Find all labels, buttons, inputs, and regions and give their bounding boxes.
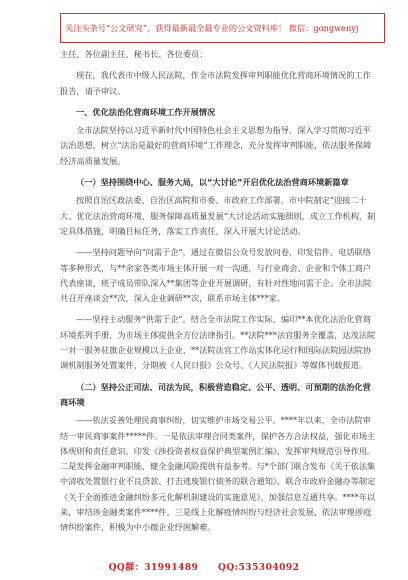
subsection1-paragraph-3: ——坚持主动服务“供需于企”，结合全市法院工作实际，编印**本优化法治化营商环境系列手册，为市场主体提供全方位法律指引。**法院***法官服务全覆盖，达茂法院一对一服务驻旗企业规模以上企业，**法院法官工作站实体化运行和国际法院园法院协调机制服务处置案件，分期被《人民日报》公众号、《人民法院报》等媒体刊载报道。 xyxy=(60,314,376,371)
footer-contact xyxy=(0,560,408,573)
intro-paragraph: 现在，我代表市中级人民法院，作全市法院发挥审判职能优化营商环境情况的工作报告，请予审议。 xyxy=(60,70,371,96)
section1-heading: 一、优化法治化营商环境工作开展情况 xyxy=(76,106,216,117)
subsection1-paragraph-2: ——坚持问题导向“问需于企”，通过在微信公众号发放问卷，印发信件、电话联络等多种形式，与**余家各类市场主体开展一对一沟通，与行业商会、企业和个体工商户代表座谈，班子成员带队深入**集团等企业开展调研，有针对性地问需于企。全市法院共召开座谈会**次，深入企业调研**次，联系市场主体***家。 xyxy=(60,247,372,304)
section1-paragraph: 全市法院坚持以习近平新时代中国特色社会主义思想为指导，深入学习贯彻习近平法治思想，树立“法治是最好的营商环境”工作理念，充分发挥审判职能，依法服务保障经济高质量发展。 xyxy=(60,125,372,166)
greeting: 主任、各位副主任、秘书长、各位委员： xyxy=(60,49,208,59)
subsection1-heading: （一）坚持围绕中心、服务大局，以“大讨论”开启优化法治营商环境新篇章 xyxy=(76,177,349,188)
qq-group: QQ群：31991489 xyxy=(108,563,199,573)
subsection1-paragraph-1: 按照自治区政法委、自治区高院和市委、市政府工作部署，市中院制定“迎接二十大、优化法治营商环境、服务保障高质量发展”大讨论活动实施细则，成立工作机构，制定具体措施，明确目标任务，落实工作责任，深入开展大讨论活动。 xyxy=(60,195,376,236)
qq-number: QQ:535304092 xyxy=(218,563,300,573)
document-body xyxy=(60,47,378,536)
subsection2-paragraph-1: ——依法妥善处理民商事纠纷，切实维护市场交易公平。****年以来，全市法院审结一审民商事案件*****件。一是依法审理合同类案件，保护各方合法权益，强化市场主体规则和责任意识。印发《涉投资者权益保护典型案例汇编》，发挥审判规范引导作用。二是发挥金融审判职能，健全金融风险提供有益参考。与*个部门联合发布《关于依法集中清收处置银行业不良贷款、打击逃废银行债务的联合通知》，联合市政府金融办等制定《关于全面推进金融纠纷多元化解机制建设的实施意见》，加强信息互通共享。****年以来，审结涉金融类案件****件。三是线上化解疫情纠纷与经济社会发展，依法审理涉疫情纠纷案件，积极为中小微企业纾困解难。 xyxy=(60,415,376,533)
subsection2-heading: （二）坚持公正司法、司法为民，积极营造稳定、公平、透明、可预期的法治化营商环境 xyxy=(60,381,371,407)
promo-banner: 关注头条号“公文研究”，获得最新最全最专业的公文资料库！ 微信：gongwenyj xyxy=(60,13,385,43)
